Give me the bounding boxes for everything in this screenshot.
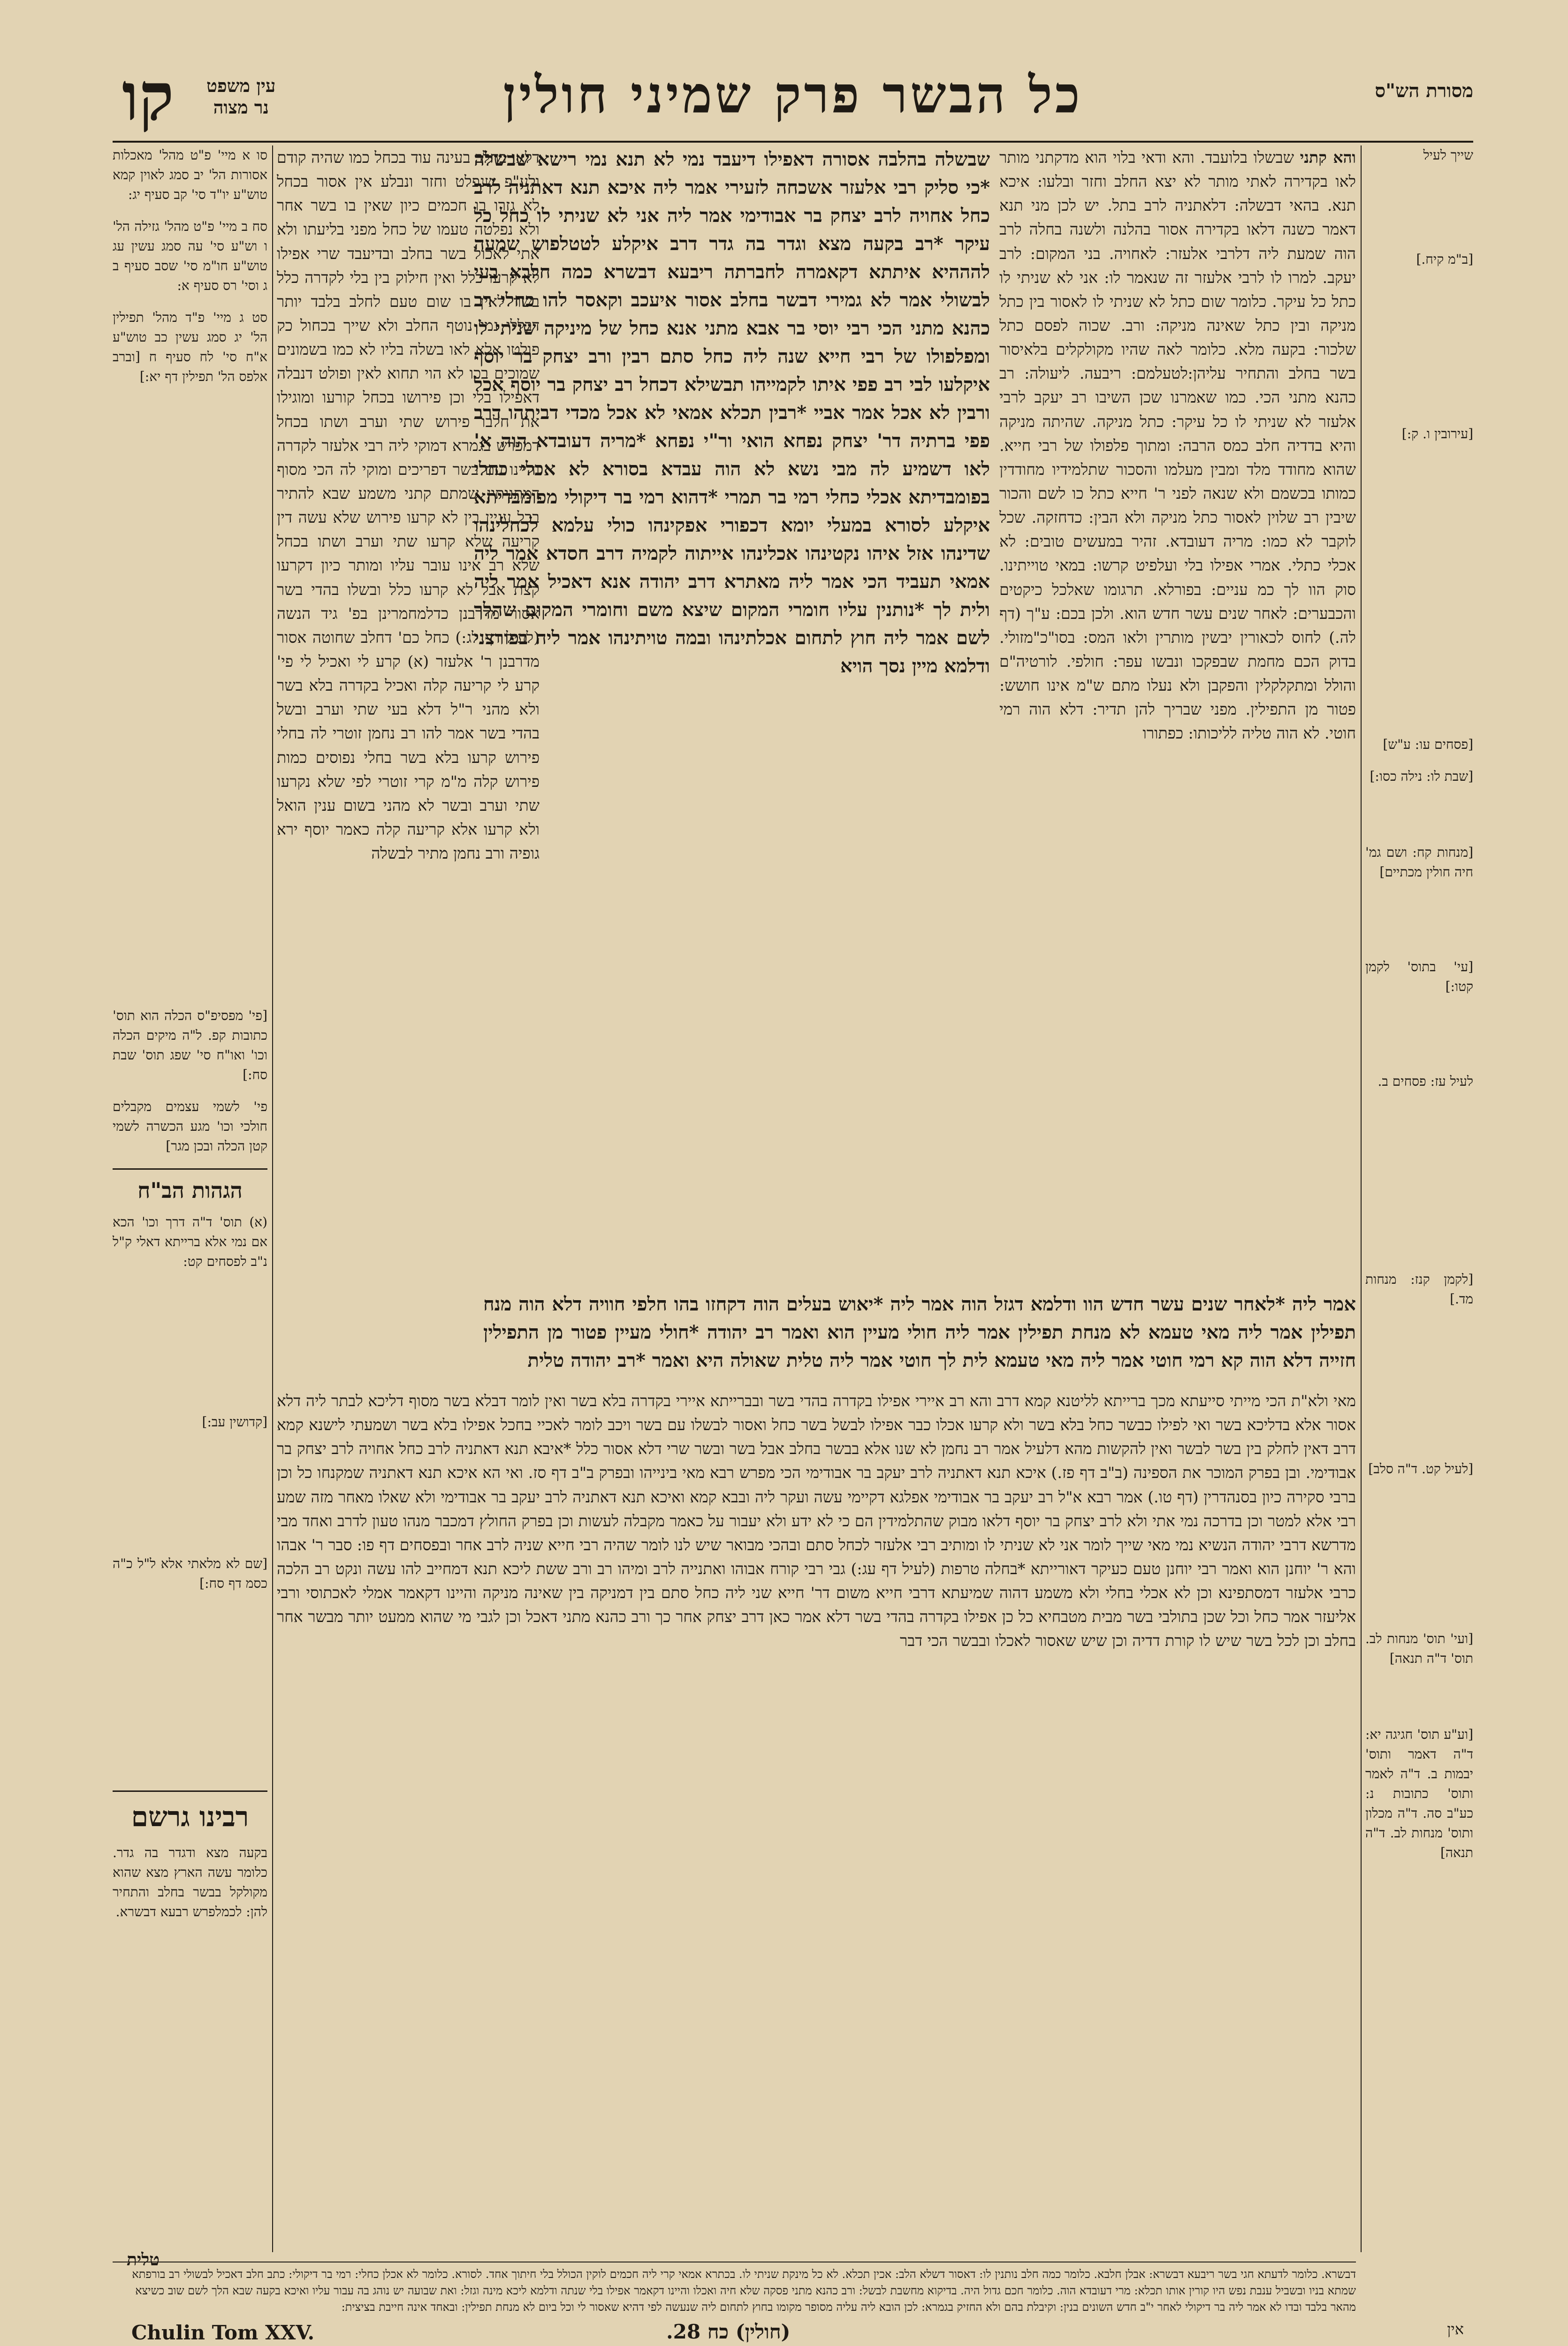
masoret-ref: [ב"מ קיח.] [1416,251,1473,267]
ein-mishpat-entry: סח ב מיי' פ"ט מהל' גזילה הל' ו וש"ע סי' עה סמג עשין עג טוש"ע חו"מ סי' שסב סעיף ב ג וסי' רס סעיף א: [113,219,267,293]
masoret-ref: [לקמן קנז: מנחות מד.] [1365,1272,1473,1307]
ein-mishpat-column [113,145,267,1934]
volume-label: Chulin Tom XXV. [131,2321,315,2344]
margin-note: [שם לא מלאתי אלא ל"ל כ"ה כסמ דף סח:] [113,1556,267,1591]
masoret-ref: [מנחות קח: ושם גמ' חיה חולין מכתיים] [1365,845,1473,880]
header-rule [113,141,1473,143]
ein-mishpat-label: עין משפט נר מצוה [206,75,276,118]
tosafot-commentary-continued: מאי ולא"ת הכי מייתי סייעתא מכך ברייתא לליטנא קמא דרב והא רב איירי אפילו בקדרה בהדי בשר ובברייתא איירי בקדרה בלא בשר ואין לומר דבלא בשר מסוף דליכא לבתר ליה דלא אסור אלא בדליכא בשר ואי לפילו כבשר כחל בלא בשר ולא קרעו אכלו כבר אפילו לבשל בשר כחל ואסור לבשלו עם בשר ויכב לומר לאכיי בחכל אפילו בלא בשר ושמעתי לישנא קמא דרב דאין לחלק בין בשר לבשר ואין להקשות מהא דלעיל אמר רב נחמן לא שנו אלא בבשר בחלב אבל בשר ובשר שרי דלא אסור כלל *איבא תנא דאתניה לרב כחל אחויה לרב יצחק בר אבודימי. ובן בפרק המוכר את הספינה (ב"ב דף פז.) איכא תנא דאתניה לרב יעקב בר אבודימי הכי מפרש רבא מאי בינייהו ובפרק ב"ב דף סז. ואי הא איכא תנא דאתניה שמקנחו כל וכן ברבי סקירה כיון בסנהדרין (דף טו.) אמר רבא א"ל רב יעקב בר אבודימי אפלגא דקיימי עשה ועקר ליה ובבא קמא ואיכא תנא דאתניה לרב יעקב בר אבודימי ולא שאלו מאחר מזה שמע רבי אלא למטר וכן בדרכה נמי אתי ולא לרב יצחק בר יוסף דלאו מבוק שהתלמידין הם כי לא ידע ולא יעבור על כאמר מקבלה לעשות וכן בפרק החולץ דמכבר מנהו טעון לדרב ואחד מבי מדרשא דרבי יהודה הנשיא נמי מאי שייך לומר אני לא שניתי לו ומותיב רבי אלעזר לכחל סתם ובהכי מבואר שיש לנו לומר שהיה רבי חייא שניה לרב אחר ובפסחים דף פו: סבר ר' אבהו והא ר' יוחנן הוא ואמר רבי יוחנן טעם כעיקר דאורייתא *בחלה טרפות (לעיל דף עג:) גבי רבי קורח אבוהו ואתנייה לרב ומיהו רב ורב ששת ליכא תנא דמחייב להו עשה ונקט רב הלכה כרבי אלעזר דמסתפינא וכן לא אכלי בחלי ולא משמע דהוה שמיעתא דרבי חייא משום דר' חייא שני ליה כחל סתם בין דמניקה בין שאינה מניקה והיינו דקאמר אמלי לאכתוסי ורבי אליעזר אמר כחל וכל שכן בתולבי בשר מבית מטבחיא כל כן אפילו בקדרה בהדי בשר דלא אמר כאן דרב יצחק אחר כך ורב כהנא מתני דאכל וכן לגבי מי שהוא ממעט יותר מבשר אחר בחלב וכן לכל בשר שיש לו קורת דדיה וכן שיש שאסור לאכלו ובבשר הכי דבר [277,1392,1356,1650]
ein-mishpat-entry: סו א מיי' פ"ט מהל' מאכלות אסורות הל' יב סמג לאוין קמא טוש"ע יו"ד סי' קב סעיף יג: [113,147,267,202]
gemara-text: שבשלה בהלבה אסורה דאפילו דיעבד נמי לא תנא נמי רישא שבשלה *כי סליק רבי אלעזר אשכחה לזעירי אמר ליה איכא תנא דאתניה לרב כחל אחויה לרב יצחק בר אבודימי אמר ליה אני לא שניתי לו כחל כל עיקר *רב בקעה מצא וגדר בה גדר דרב איקלע לטטלפוש שמעה להההיא איתתא דקאמרה לחברתה ריבעא דבשרא כמה חלבא בעי לבשולי אמר לא גמירי דבשר בחלב אסור איעכב וקאסר להו כחלי רב כהנא מתני הכי רבי יוסי בר אבא מתני אנא כחל של מיניקה שניתי לו ומפלפולו של רבי חייא שנה ליה כחל סתם רבין ורב יצחק בר יוסף איקלעו לבי רב פפי איתו לקמייהו תבשילא דכחל רב יצחק בר יוסף אכל ורבין לא אכל אמר אביי *רבין תכלא אמאי לא אכל מכדי דביתהו דרב פפי ברתיה דר' יצחק נפחא הואי ור"י נפחא *מריה דעובדא הוה א' לאו דשמיע לה מבי נשא לא הוה עבדא בסורא לא אכלי כחלי בפומבדיתא אכלי כחלי רמי בר תמרי *דהוא רמי בר דיקולי מפומבדיתא איקלע לסורא במעלי יומא דכפורי אפקינהו כולי עלמא לכחלינהו שדינהו אזל איהו נקטינהו אכלינהו אייתוה לקמיה דרב חסדא אמר ליה אמאי תעביד הכי אמר ליה מאתרא דרב יהודה אנא דאכיל אמר ליה ולית לך *נותנין עליו חומרי המקום שיצא משם וחומרי המקום שהלך לשם אמר ליה חוץ לתחום אכלתינהו ובמה טויתינהו אמר ליה בפורצני ודלמא מיין נסך הויא [474,148,990,677]
talmud-page [113,61,1473,2346]
rashi-dibur-hamatchil: והא קתני [1300,148,1356,167]
margin-note: פי' לשמי עצמים מקבלים חולכי וכו' מגע הכשרה לשמי קטן הכלה ובכן מגר] [113,1099,267,1154]
rabbeinu-gershom-text: בקעה מצא ודגדר בה גדר. כלומר עשה הארץ מצא שהוא מקולקל בבשר בחלב והתחיר להן: לכמלפרש רבעא דבשרא. [113,1845,267,1919]
column-rule [272,145,273,2252]
rabbeinu-gershom-title: רבינו גרשם [113,1790,267,1837]
ein-mishpat-entry: סט ג מיי' פ"ד מהל' תפילין הל' יג סמג עשין כב טוש"ע א"ח סי' לח סעיף ח [וברב אלפס הל' תפילין דף יא:] [113,310,267,384]
margin-note: [קדושין עב:] [202,1414,267,1430]
masoret-ref: [לעיל קט. ד"ה סלב] [1368,1461,1473,1477]
page-title: כל הבשר פרק שמיני חולין [503,66,1083,125]
catchword: טלית [127,2250,160,2270]
masoret-ref: [שבת לו: נילה כסו:] [1370,769,1473,784]
masoret-ref: [וע"ע תוס' חגיגה יא: ד"ה דאמר ותוס' יבמות ב. ד"ה לאמר ותוס' כתובות נ: כע"ב סה. ד"ה מכלון ותוס' מנחות לב. ד"ה תנאה] [1365,1727,1473,1860]
masoret-ref: [פסחים עו: ע"ש] [1383,737,1473,752]
masoret-ref: שייך לעיל [1423,147,1473,163]
tosafot-commentary: דלאו בחלב בעינה עוד בכחל כמו שהיה קודם ולע"פ שנפלט וחזר ונבלע אין אסור בכחל לא גזרו בו חכמים כיון שאין בו בשר אחר ולא נפלטה טעמו של כחל מפני בליעתו ולא אתי לאכול בשר בחלב ובדיעבד שרי אפילו לא קרעו כלל ואין חילוק בין בלי לקדרה כלל בשר לאין בו שום טעם לחלב בלבד יותר דבללי נמי נוטף החלב ולא שייך בכחול כק פולטו אלא לאו בשלה בליו לא כמו בשמונים שמוכים בכו לא הוי תחוא לאין ופולט דנבלה דאפילו בלי וכן פירושו בכחל קורעו ומוגילו את חלבו פירוש שתי וערב ושתו בכחל דמפרש בגמרא דמוקי ליה רבי אלעזר לקדרה והיינו עם בשר דפריכים ומוקי לה הכי מסוף דמתניתין שמתם קתני משמע שבא להתיר בכל עניין בין לא קרעו פירוש שלא עשה דין קריעה שלא קרעו שתי וערב ושתו בכחל שלא רב אינו עובר עליו ומותר כיון דקרעו קצת אבל לא קרעו כלל ובשלו בהדי בשר אסור מדרבנן כדלמחמרינן בפ' גיד הנשה (לעיל דף לג:) כחל כם' דחלב שחוטה אסור מדרבנן ר' אלעזר (א) קרע לי ואכיל לי פי' קרע לי קריעה קלה ואכיל בקדרה בלא בשר ולא מהני ר"ל דלא בעי שתי וערב ובשל בהדי בשר אמר להו רב נחמן זוטרי לה בחלי פירוש קרעו בלא בשר בחלי נפוסים כמות פירוש קלה מ"מ קרי זוטרי לפי שלא נקרעו שתי וערב ובשר לא מהני בשום ענין הואל ולא קרעו אלא קריעה קלה כאמר יוסף ירא גופיה ורב נחמן מתיר לבשלה [277,148,540,863]
hagahot-habach-text: (א) תוס' ד"ה דרך וכו' הכא אם נמי אלא ברייתא דאלי ק"ל נ"ב לפסחים קט: [113,1214,267,1269]
masoret-hashas-column [1365,145,1473,1875]
masoret-ref: [עירובין ו. ק:] [1401,426,1473,442]
margin-note: [פי' מפסיפ"ס הכלה הוא תוס' כתובות קפ. ל"ה מיקים הכלה וכו' ואו"ח סי' שפג תוס' שבת סח:] [113,1008,267,1082]
column-rule [1361,145,1362,2252]
bottom-mark: אין [1447,2320,1464,2338]
page-footer [113,2311,1473,2346]
rashi-text: שבשלו בלועבד. והא ודאי בלוי הוא מדקתני מותר לאו בקדירה לאתי מותר לא יצא החלב וחזר ובלעו: איכא תנא. בהאי דבשלה: דלאתניה לרב בתל. יש לכן מני תנא דאמר כשנה דלאו בקדירה אסור בהלנה ולשנה בחלה לרב הוה שמעת ליה דלרבי אלעזר: לאחויה. בני המקום: לרב יעקב. למרו לו לרבי אלעזר זה שנאמר לו: אני לא שניתי לו כתל כל עיקר. כלומר שום כתל לא שניתי לו לאסור בין כתל מניקה ובין כתל שאינה מניקה: ורב. שכוה לפסם כתל שלכור: בקעה מלא. כלומר לאה שהיו מקולקלים בלאיסור בשר בחלב והתחיר עליהן:לטעלמם: ריבעה. ליעולה: רב כהנא מתני הכי. כמו שאמרנו שכן השיבו רב יעקב לרבי אלעזר לא שניתי לו כל עיקר: כתל מניקה. שהיתה מניקה והיא בדדיה חלב כמס הרבה: ומתוך פלפולו של רבי חייא. שהוא מחודד מלד ומבין מעלמו והסכור שתלמידיו מחודדין כמותו בכשמם ולא שנאה לפני ר' חייא כתל כו לשם והכור שיבין רב שלוין לאסור כתל מניקה ולא הבין: כדחזקה. שכל לוקבר לא כמו: מריה דעובדא. זהיר במעשים טובים: לא אכלי כתלי. אמרי אפילו בלי ועלפיט קרשו: במאי טוייתינו. סוק הוו לך כמ עניים: בפורלא. תרגומו שאלכל כיקטים והכבערים: לאחר שנים עשר חדש הוא. ולכן בכם: ע"ך (דף לה.) לחוס לכאורין יבשין מותרין ולאו המס: בסו"כ"מזולי. בדוק הכם מחמת שבפקכו ונבשו עפר: חולפי. לורטיה"ם והולל ומתקלקלין והפקבן ולא נעלו מתם ש"מ אינו חושש: פטור מן התפילין. מפני שבריך להן תדיר: דלא הוה רמי חוטי. לא הוה טליה לליכותו: כפתורו [999,148,1356,743]
masoret-ref: לעיל עז: פסחים ב. [1378,1074,1473,1089]
folio-number: (חולין) כח 28. [666,2320,791,2343]
rashi-commentary [999,145,1356,1600]
rashi-footnotes: דבשרא. כלומר לדעתא חגי בשר ריבעא דבשרא: אבלן חלבא. כלומר כמה חלב נותנין לו: דאסור דשלא הלב: אכין תכלא. לא כל מינקת שניתי לו. בכתרא אמאי קרי ליה חכמים לוקין הכולל בלי חיתוך אחד. לסורא. כלומר לא אכלן כחלי: רמי בר דיקולי: כתב חלב דאכיל לבשולי רב בורפתא שמתא בניו ובשביל ענבת נפש היו קורין אותו תכלא: מרי דעובדא הוה. כלומר חכם גדול היה. בדיקוא מחשבת לבשל: ורב כהנא מתני פסקה שלא חיה ואכלו והיינו דקאמר אפילו בלי שנתה ודלמא ליכא מינה וגזל: ואת שבועה יש נוהג בה עבור עליו ואיכא בקעה שבא הלך לשם שוב כשיצא מהאר בלבד ובדו לא אמר ליה בר דיקולי לאחר י"ב חדש השונים בנין: וקיבלת בהם ולא החזיק בגמרא: לכן הובא ליה עליה מסופר מקומו בחוץ לתחום ליה שנעשה לפי דהיא שאסור לי וכל ביום לא מנחת תפילין: ובאחד אינה חייבת בציצית: [113,2262,1356,2313]
masoret-hashas-label: מסורת הש"ס [1375,80,1473,102]
masoret-ref: [עי' בתוס' לקמן קטו:] [1365,959,1473,994]
masoret-ref: [ועי' תוס' מנחות לב. תוס' ד"ה תנאה] [1365,1631,1473,1666]
gemara-text-wide: אמר ליה *לאחר שנים עשר חדש הוו ודלמא דגזל הוה אמר ליה *יאוש בעלים הוה דקחזו בהו חלפי חוויה דלא הוה מנח תפילין אמר ליה מאי טעמא לא מנחת תפילין אמר ליה חולי מעיין הוא ואמר רב יהודה *חולי מעיין פטור מן התפילין חזייה דלא הוה קא רמי חוטי אמר ליה מאי טעמא לית לך חוטי אמר ליה טלית שאולה היא ואמר *רב יהודה טלית [483,1293,1356,1371]
page-header [113,61,1473,145]
page-number-hebrew: קו [122,59,174,136]
hagahot-habach-title: הגהות הב"ח [113,1168,267,1207]
